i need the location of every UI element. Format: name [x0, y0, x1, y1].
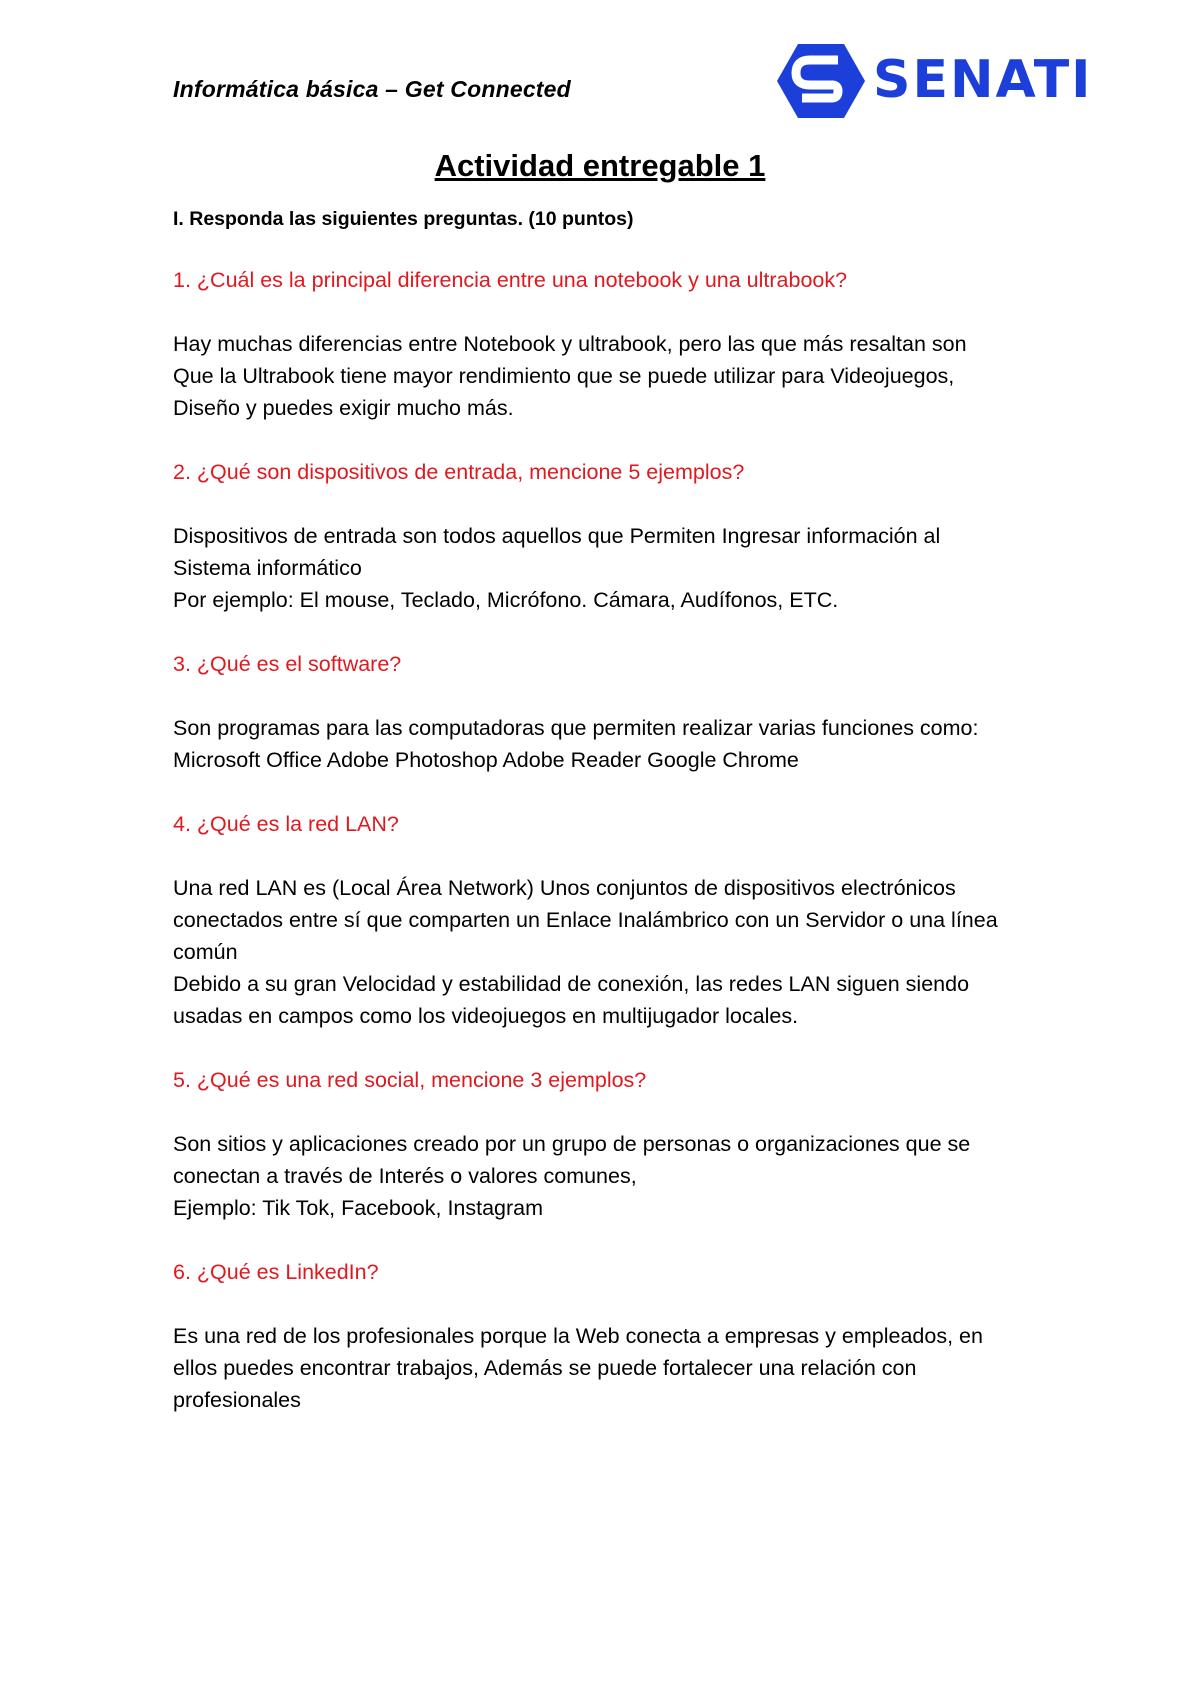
question-2: 2. ¿Qué son dispositivos de entrada, mencione 5 ejemplos? [173, 460, 745, 484]
answer-line: profesionales [173, 1388, 301, 1412]
answer-5 [173, 1128, 1053, 1224]
course-header: Informática básica – Get Connected [173, 76, 571, 102]
question-6: 6. ¿Qué es LinkedIn? [173, 1260, 379, 1284]
page-title: Actividad entregable 1 [434, 148, 766, 183]
answer-line: Debido a su gran Velocidad y estabilidad de conexión, las redes LAN siguen siendo [173, 972, 970, 996]
answer-1 [173, 328, 1053, 424]
senati-logo [776, 42, 1093, 120]
question-5: 5. ¿Qué es una red social, mencione 3 ejemplos? [173, 1068, 647, 1092]
answer-line: Por ejemplo: El mouse, Teclado, Micrófono. Cámara, Audífonos, ETC. [173, 588, 839, 612]
question-1: 1. ¿Cuál es la principal diferencia entre una notebook y una ultrabook? [173, 268, 848, 292]
answer-4 [173, 872, 1053, 1032]
question-4: 4. ¿Qué es la red LAN? [173, 812, 399, 836]
answer-line: Sistema informático [173, 556, 362, 580]
answer-line: Una red LAN es (Local Área Network) Unos conjuntos de dispositivos electrónicos [173, 876, 956, 900]
instruction-text: I. Responda las siguientes preguntas. (10 puntos) [173, 208, 634, 230]
answer-line: ellos puedes encontrar trabajos, Además se puede fortalecer una relación con [173, 1356, 917, 1380]
question-3: 3. ¿Qué es el software? [173, 652, 402, 676]
answer-6 [173, 1320, 1053, 1416]
answer-line: Que la Ultrabook tiene mayor rendimiento que se puede utilizar para Videojuegos, [173, 364, 955, 388]
answer-line: conectan a través de Interés o valores comunes, [173, 1164, 637, 1188]
answer-2 [173, 520, 1053, 616]
answer-line: Son sitios y aplicaciones creado por un grupo de personas o organizaciones que se [173, 1132, 971, 1156]
answer-line: Diseño y puedes exigir mucho más. [173, 396, 514, 420]
answer-line: conectados entre sí que comparten un Enlace Inalámbrico con un Servidor o una línea [173, 908, 998, 932]
answer-line: Microsoft Office Adobe Photoshop Adobe Reader Google Chrome [173, 748, 799, 772]
answer-line: Hay muchas diferencias entre Notebook y ultrabook, pero las que más resaltan son [173, 332, 967, 356]
answer-line: usadas en campos como los videojuegos en multijugador locales. [173, 1004, 799, 1028]
answer-3 [173, 712, 1053, 776]
answer-line: Son programas para las computadoras que permiten realizar varias funciones como: [173, 716, 979, 740]
answer-line: Ejemplo: Tik Tok, Facebook, Instagram [173, 1196, 544, 1220]
answer-line: Dispositivos de entrada son todos aquellos que Permiten Ingresar información al [173, 524, 941, 548]
question-list [173, 264, 1053, 1416]
senati-emblem-icon [776, 42, 866, 120]
answer-line: común [173, 940, 238, 964]
senati-logo-text: SENATI [873, 50, 1093, 110]
document-body [173, 204, 1053, 1448]
answer-line: Es una red de los profesionales porque la Web conecta a empresas y empleados, en [173, 1324, 983, 1348]
